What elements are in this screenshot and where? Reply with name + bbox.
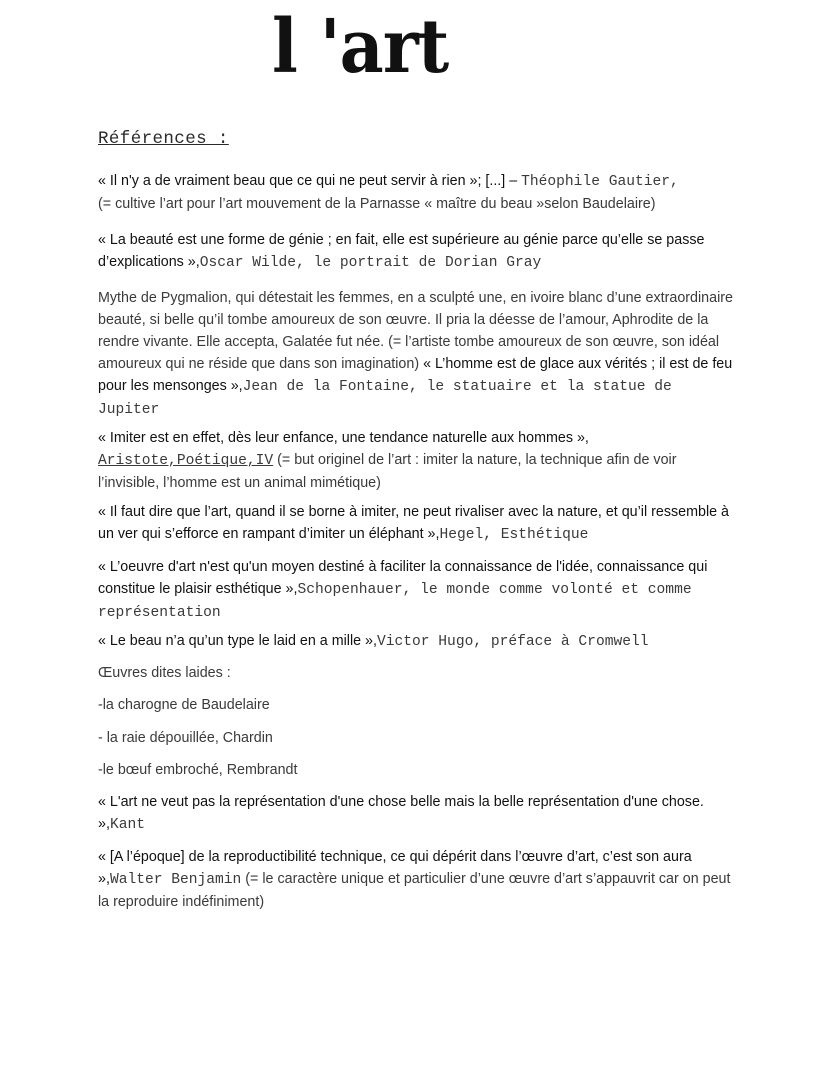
quote-text: « L’homme est de glace aux vérités ; il est de feu pour les mensonges », [98, 356, 733, 394]
reference-aristote [98, 427, 738, 494]
author-citation: Jean de la Fontaine, le statuaire et la statue de Jupiter [98, 379, 672, 418]
myth-text: Mythe de Pygmalion, qui détestait les femmes, en a sculpté une, en ivoire blanc d’une extraordinaire beauté, si belle qu’il tombe amoureux de son œuvre. Il pria la déesse de l’amour, Aphrodite de la rendre vivante. Elle accepta, Galatée fut née. (= l’artiste tombe amoureux de son œuvre, son idéal amoureux qui ne réside que dans son imagination) [98, 290, 733, 372]
author-citation: Victor Hugo, préface à Cromwell [377, 634, 649, 650]
list-item: - la raie dépouillée, Chardin [98, 730, 273, 746]
quote-text: « L’oeuvre d'art n'est qu'un moyen destiné à faciliter la connaissance de l'idée, connaissance qui constitue le plaisir esthétique », [98, 559, 708, 597]
quote-text: « L'art ne veut pas la représentation d'une chose belle mais la belle représentation d'une chose. », [98, 794, 704, 832]
reference-wilde [98, 229, 738, 274]
quote-text: « La beauté est une forme de génie ; en fait, elle est supérieure au génie parce qu’elle se passe d’explications », [98, 232, 705, 270]
author-citation: Hegel, Esthétique [439, 527, 589, 543]
reference-hugo [98, 630, 738, 653]
author-citation: Oscar Wilde, le portrait de Dorian Gray [199, 255, 542, 271]
author-citation: Walter Benjamin [109, 872, 242, 888]
reference-gautier [98, 170, 738, 215]
author-citation: Kant [109, 817, 145, 833]
reference-pygmalion [98, 287, 738, 421]
note-text: (= le caractère unique et particulier d’une œuvre d’art s’appauvrit car on peut la reproduire indéfiniment) [98, 871, 731, 910]
quote-text: « Le beau n’a qu’un type le laid en a mille », [98, 633, 377, 649]
page-title: l 'art [272, 4, 449, 90]
quote-text: « Il n'y a de vraiment beau que ce qui ne peut servir à rien »; [...] – [98, 173, 522, 189]
list-item: -la charogne de Baudelaire [98, 697, 270, 713]
reference-benjamin [98, 846, 738, 913]
ugly-works-label: Œuvres dites laides : [98, 665, 231, 681]
quote-text: « Il faut dire que l’art, quand il se borne à imiter, ne peut rivaliser avec la nature, et qu’il ressemble à un ver qui s’efforce en rampant d’imiter un éléphant », [98, 504, 729, 542]
author-citation: Schopenhauer, le monde comme volonté et comme représentation [98, 582, 692, 621]
list-item: -le bœuf embroché, Rembrandt [98, 762, 298, 778]
note-text: (= cultive l’art pour l’art mouvement de la Parnasse « maître du beau »selon Baudelaire) [98, 196, 656, 212]
reference-kant [98, 791, 738, 836]
reference-hegel [98, 501, 738, 546]
author-citation: Théophile Gautier, [521, 174, 679, 190]
section-heading: Références : [98, 129, 229, 149]
quote-text: « [A l’époque] de la reproductibilité technique, ce qui dépérit dans l’œuvre d’art, c’est son aura », [98, 849, 692, 887]
author-citation: Aristote,Poétique,IV [98, 453, 274, 469]
note-text: (= but originel de l’art : imiter la nature, la technique afin de voir l’invisible, l’homme est un animal mimétique) [98, 452, 677, 491]
quote-text: « Imiter est en effet, dès leur enfance, une tendance naturelle aux hommes », [98, 430, 589, 446]
reference-schopenhauer [98, 556, 738, 624]
